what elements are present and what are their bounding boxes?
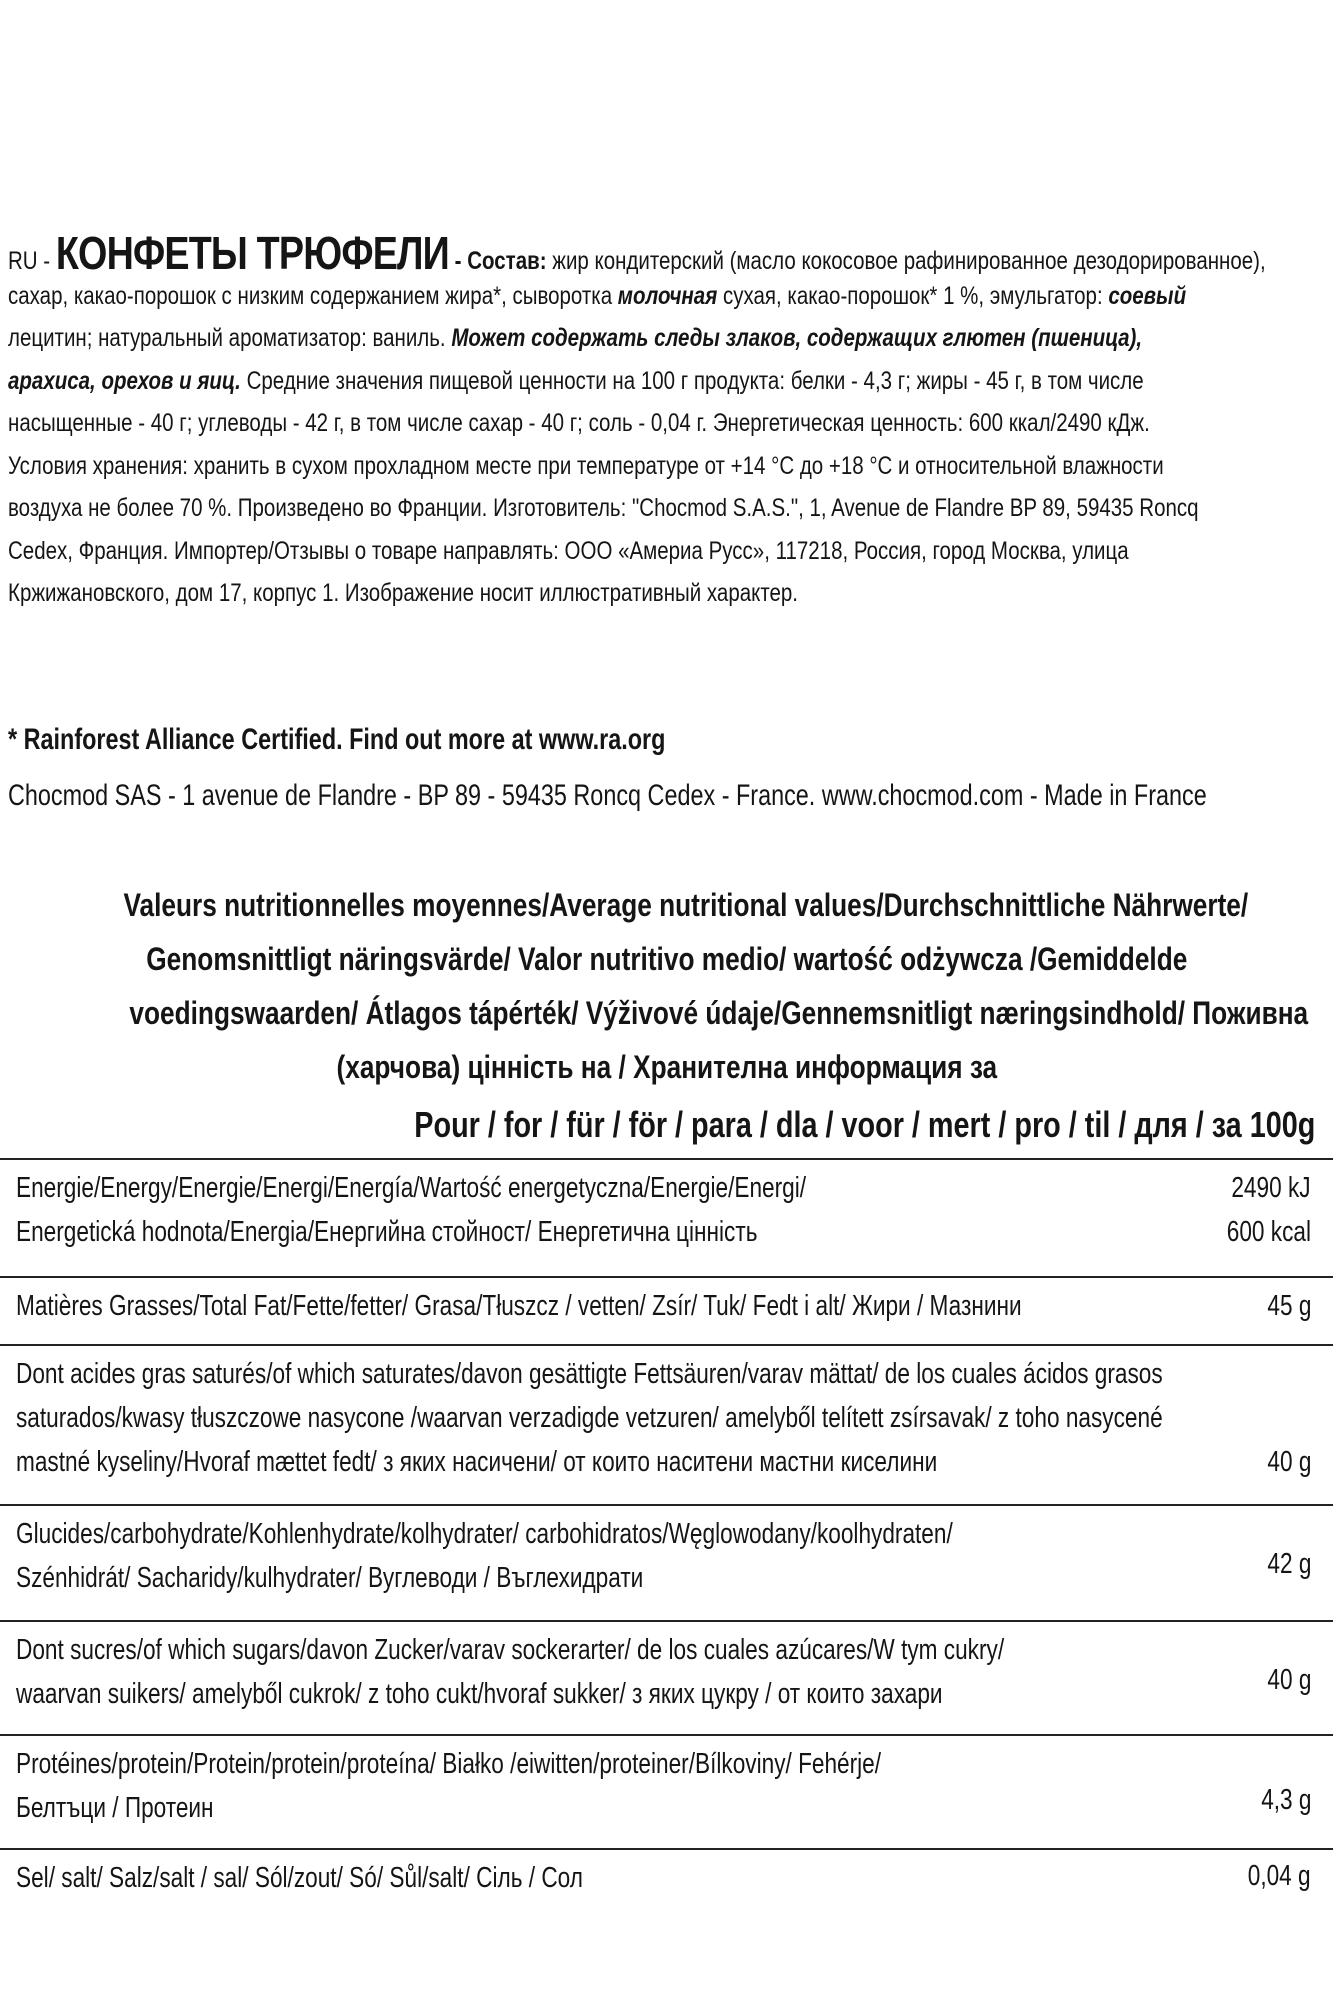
row-label-line: Szénhidrát/ Sacharidy/kulhydrater/ Вуглеводи / Въглехидрати [16,1562,644,1594]
ru-allergen-warning: арахиса, орехов и яиц. [8,366,241,395]
row-label-line: Dont acides gras saturés/of which saturates/davon gesättigte Fettsäuren/varav mättat/ de los cuales ácidos grasos [16,1358,1163,1390]
table-row-saturates [0,1344,1333,1504]
nutrition-heading-line: voedingswaarden/ Átlagos tápérték/ Výživové údaje/Gennemsnitligt næringsindhold/ Поживна [129,995,1309,1031]
row-value: 45 g [1266,1290,1311,1322]
row-label [16,1284,1186,1328]
row-label-line: Protéines/protein/Protein/protein/proteína/ Białko /eiwitten/proteiner/Bílkoviny/ Fehérje/ [16,1748,882,1780]
row-label-line: Sel/ salt/ Salz/salt / sal/ Sól/zout/ Só/ Sůl/salt/ Сіль / Сол [16,1862,583,1894]
ru-allergen: соевый [1108,281,1187,310]
row-label [16,1512,1186,1600]
nutrition-heading [0,878,1333,1094]
language-code: RU - [8,247,51,275]
row-value: 0,04 g [1248,1860,1311,1892]
row-label [16,1352,1186,1484]
table-row-fat [0,1276,1333,1344]
manufacturer-address: Chocmod SAS - 1 avenue de Flandre - BP 89 - 59435 Roncq Cedex - France. www.chocmod.com - Made in France [8,779,1207,812]
row-label [16,1856,1186,1900]
table-row-sugars [0,1620,1333,1734]
row-label [16,1166,1186,1254]
row-label-line: Белтъци / Протеин [16,1792,214,1824]
certification-block [8,712,1207,824]
ru-line-8: Cedex, Франция. Импортер/Отзывы о товаре направлять: ООО «Америа Русс», 117218, Россия, город Москва, улица [8,536,1129,565]
row-label-line: Dont sucres/of which sugars/davon Zucker/varav sockerarter/ de los cuales azúcares/W tym cukry/ [16,1634,1005,1666]
table-row-carbohydrate [0,1504,1333,1620]
row-label-line: saturados/kwasy tłuszczowe nasycone /waarvan verzadigde vetzuren/ amelyből telített zsírsavak/ z toho nasycené [16,1402,1163,1434]
ru-line-6: Условия хранения: хранить в сухом прохладном месте при температуре от +14 °С до +18 °С и относительной влажности [8,451,1164,480]
row-label-line: Matières Grasses/Total Fat/Fette/fetter/ Grasa/Tłuszcz / vetten/ Zsír/ Tuk/ Fedt i alt/ Жири / Мазнини [16,1290,1022,1322]
ru-line-9: Кржижановского, дом 17, корпус 1. Изображение носит иллюстративный характер. [8,579,798,607]
ru-line-4 [8,360,1326,403]
row-label [16,1742,1186,1830]
ru-text: Средние значения пищевой ценности на 100 г продукта: белки - 4,3 г; жиры - 45 г, в том числе [246,366,1144,395]
product-title: КОНФЕТЫ ТРЮФЕЛИ [55,227,449,279]
ru-line-1 [8,227,1326,279]
nutrition-table [0,1158,1333,1928]
row-label-line: waarvan suikers/ amelyből cukrok/ z toho cukt/hvoraf sukker/ з яких цукру / от които захари [16,1678,943,1710]
row-label-line: Energie/Energy/Energie/Energi/Energía/Wartość energetyczna/Energie/Energi/ [16,1172,807,1204]
table-row-salt [0,1848,1333,1928]
nutrition-heading-line: Valeurs nutritionnelles moyennes/Average nutritional values/Durchschnittliche Nährwerte/ [123,887,1249,923]
ru-line-7: воздуха не более 70 %. Произведено во Франции. Изготовитель: "Chocmod S.A.S.", 1, Avenue de Flandre BP 89, 59435 Roncq [8,494,1199,522]
russian-ingredients-block [8,227,1326,615]
row-label-line: mastné kyseliny/Hvoraf mættet fedt/ з яких насичени/ от които наситени мастни киселини [16,1446,938,1478]
row-label-line: Glucides/carbohydrate/Kohlenhydrate/kolhydrater/ carbohidratos/Węglowodany/koolhydraten/ [16,1518,953,1550]
ru-allergen-warning: Может содержать следы злаков, содержащих глютен (пшеница), [451,324,1143,352]
table-row-energy [0,1158,1333,1276]
row-value: 600 kcal [1226,1216,1311,1248]
ru-line-2 [8,275,1326,318]
rainforest-alliance-note: * Rainforest Alliance Certified. Find out more at www.ra.org [8,723,666,756]
row-label [16,1628,1186,1716]
per-100g-label: Pour / for / für / för / para / dla / voor / mert / pro / til / для / за 100g [413,1104,1315,1145]
nutrition-heading-line: Genomsnittligt näringsvärde/ Valor nutritivo medio/ wartość odżywcza /Gemiddelde [145,941,1188,977]
table-row-protein [0,1734,1333,1848]
row-value: 2490 kJ [1231,1172,1311,1204]
ru-allergen: молочная [617,281,718,310]
ru-text: жир кондитерский (масло кокосовое рафинированное дезодорированное), [552,247,1266,275]
row-value: 42 g [1266,1548,1311,1580]
row-label-line: Energetická hodnota/Energia/Енергийна стойност/ Енергетична цінність [16,1216,758,1248]
ru-text: сухая, какао-порошок* 1 %, эмульгатор: [722,281,1103,310]
nutrition-heading-line: (харчова) цінність на / Хранителна информация за [336,1049,997,1085]
row-value: 4,3 g [1260,1784,1311,1816]
row-value: 40 g [1266,1664,1311,1696]
ru-line-3 [8,317,1326,360]
ru-text: сахар, какао-порошок с низким содержанием жира*, сыворотка [8,281,613,310]
ru-text: лецитин; натуральный ароматизатор: ваниль. [8,324,446,352]
composition-label: - Состав: [454,247,547,275]
row-value: 40 g [1266,1446,1311,1478]
ru-line-5: насыщенные - 40 г; углеводы - 42 г, в том числе сахар - 40 г; соль - 0,04 г. Энергетическая ценность: 600 ккал/2490 кДж. [8,409,1150,437]
